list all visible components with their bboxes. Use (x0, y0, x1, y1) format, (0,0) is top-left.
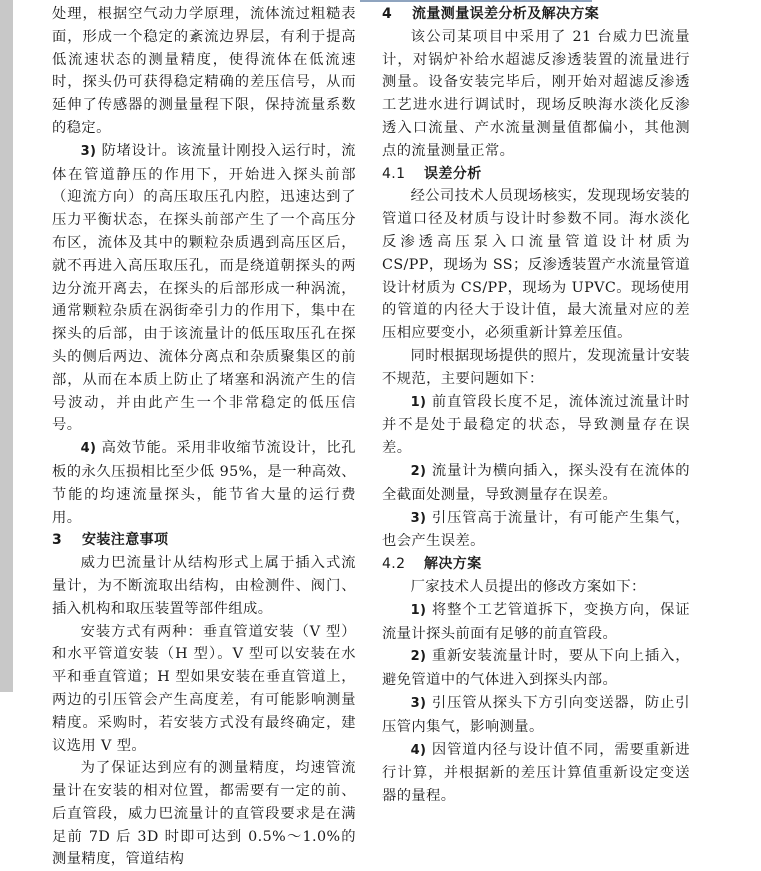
item-text: 引压管高于流量计，有可能产生集气，也会产生误差。 (382, 509, 690, 550)
body-paragraph: 经公司技术人员现场核实，发现现场安装的管道口径及材质与设计时参数不同。海水淡化反渗透高压泵入口流量管道设计材质为 CS/PP，现场为 SS；反渗透装置产水流量管道设计材质为 CS/PP，现场为 UPVC。现场使用的管道的内径大于设计值，最大流量对应的差压相应要变小，必须重新计算差压值。 (382, 188, 690, 342)
section-number: 4 (382, 6, 393, 22)
item-text: 流量计为横向插入，探头没有在流体的全截面处测量，导致测量存在误差。 (382, 462, 690, 503)
section-title: 解决方案 (424, 556, 482, 573)
list-item (382, 507, 690, 554)
section-title: 流量测量误差分析及解决方案 (412, 6, 600, 22)
item-number: 2) (410, 649, 427, 665)
left-column (52, 3, 356, 871)
list-item (382, 599, 690, 646)
section-number: 4.2 (382, 556, 406, 573)
body-paragraph: 该公司某项目中采用了 21 台威力巴流量计，对锅炉补给水超滤反渗透装置的流量进行测量。设备安装完毕后，刚开始对超滤反渗透工艺进水进行调试时，现场反映海水淡化反渗透入口流量、产水流量测量值都偏小，其他测点的流量测量正常。 (382, 28, 690, 159)
top-rule (360, 0, 592, 2)
body-paragraph: 厂家技术人员提出的修改方案如下： (410, 578, 646, 595)
item-number: 3) (410, 695, 427, 711)
list-item (382, 739, 690, 808)
item-text: 高效节能。采用非收缩节流设计，比孔板的永久压损相比至少低 95%，是一种高效、节能的均速流量探头，能节省大量的运行费用。 (52, 440, 356, 526)
item-text: 前直管段长度不足，流体流过流量计时并不是处于最稳定的状态，导致测量存在误差。 (382, 393, 690, 457)
section-number: 3 (52, 532, 63, 549)
continuation-paragraph: 处理，根据空气动力学原理，流体流过粗糙表面，形成一个稳定的紊流边界层，有利于提高低流速状态的测量精度，使得流体在低流速时，探头仍可获得稳定精确的差压信号，从而延伸了传感器的测量量程下限，保持流量系数的稳定。 (52, 6, 356, 136)
list-item (382, 692, 690, 739)
item-text: 重新安装流量计时，要从下向上插入，避免管道中的气体进入到探头内部。 (382, 648, 690, 689)
list-item (382, 645, 690, 692)
item-text: 防堵设计。该流量计刚投入运行时，流体在管道静压的作用下，开始进入探头前部（迎流方向）的高压取压孔内腔，迅速达到了压力平衡状态，在探头前部产生了一个高压分布区，流体及其中的颗粒杂质遇到高压区后，就不再进入高压取压孔，而是绕道朝探头的两边分流开离去，在探头的后部形成一种涡流，通常颗粒杂质在涡街牵引力的作用下，集中在探头的后部，由于该流量计的低压取压孔在探头的侧后两边、流体分离点和杂质聚集区的前部，从而在本质上防止了堵塞和涡流产生的信号波动，并由此产生一个非常稳定的低压信号。 (52, 142, 356, 434)
body-paragraph: 安装方式有两种：垂直管道安装（V 型）和水平管道安装（H 型）。V 型可以安装在水平和垂直管道；H 型如果安装在垂直管道上，两边的引压管会产生高度差，有可能影响测量精度。采购时，若安装方式没有最终确定，建议选用 V 型。 (52, 623, 356, 754)
body-paragraph: 同时根据现场提供的照片，发现流量计安装不规范，主要问题如下： (382, 347, 690, 387)
section-title: 安装注意事项 (82, 532, 169, 549)
item-number: 1) (410, 602, 427, 618)
body-paragraph: 为了保证达到应有的测量精度，均速管流量计在安装的相对位置，都需要有一定的前、后直管段，威力巴流量计的直管段要求是在满足前 7D 后 3D 时即可达到 0.5%～1.0%的测量精度，管道结构 (52, 760, 356, 868)
item-anti-clog (52, 140, 356, 437)
item-number: 3) (80, 143, 97, 159)
item-number: 4) (80, 441, 97, 457)
section-title: 误差分析 (424, 165, 482, 182)
section-heading-4 (382, 3, 690, 26)
section-heading-4-2 (382, 553, 690, 576)
section-heading-4-1 (382, 163, 690, 186)
item-text: 将整个工艺管道拆下，变换方向，保证流量计探头前面有足够的前直管段。 (382, 601, 690, 642)
item-number: 3) (410, 510, 427, 526)
page-edge-strip (0, 0, 13, 692)
list-item (382, 391, 690, 460)
item-number: 1) (410, 394, 427, 410)
right-column (382, 3, 690, 808)
item-number: 2) (410, 463, 427, 479)
item-number: 4) (410, 742, 427, 758)
item-text: 引压管从探头下方引向变送器，防止引压管内集气，影响测量。 (382, 694, 690, 735)
item-energy-saving (52, 437, 356, 529)
body-paragraph: 威力巴流量计从结构形式上属于插入式流量计，为不断流取出结构，由检测件、阀门、插入机构和取压装置等部件组成。 (52, 555, 356, 617)
item-text: 因管道内径与设计值不同，需要重新进行计算，并根据新的差压计算值重新设定变送器的量程。 (382, 741, 690, 805)
section-number: 4.1 (382, 165, 406, 182)
section-heading-3 (52, 529, 356, 552)
list-item (382, 460, 690, 507)
